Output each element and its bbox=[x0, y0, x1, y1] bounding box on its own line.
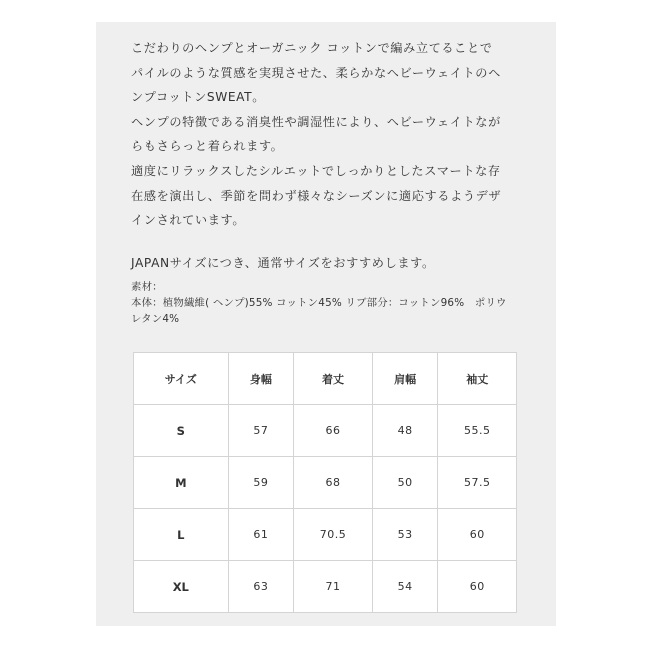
description-line: 適度にリラックスしたシルエットでしっかりとしたスマートな存 bbox=[131, 163, 501, 178]
table-cell: 50 bbox=[372, 457, 438, 509]
size-table bbox=[133, 352, 517, 613]
material-heading: 素材： bbox=[131, 280, 163, 293]
size-note: JAPANサイズにつき、通常サイズをおすすめします。 bbox=[131, 255, 435, 270]
description-line: らもさらっと着られます。 bbox=[131, 139, 284, 154]
table-cell: 54 bbox=[372, 561, 438, 613]
table-row bbox=[134, 509, 517, 561]
description-line: 在感を演出し、季節を問わず様々なシーズンに適応するようデザ bbox=[131, 188, 502, 203]
size-label: S bbox=[134, 405, 229, 457]
table-cell: 70.5 bbox=[294, 509, 373, 561]
table-cell: 57 bbox=[228, 405, 294, 457]
material-line: 本体：植物繊維( ヘンプ)55% コットン45% リブ部分：コットン96% ポリウ bbox=[131, 296, 507, 309]
table-cell: 60 bbox=[438, 561, 517, 613]
size-label: M bbox=[134, 457, 229, 509]
table-cell: 59 bbox=[228, 457, 294, 509]
table-cell: 57.5 bbox=[438, 457, 517, 509]
description-line: ンプコットンSWEAT。 bbox=[131, 90, 265, 105]
table-cell: 68 bbox=[294, 457, 373, 509]
size-label: L bbox=[134, 509, 229, 561]
size-label: XL bbox=[134, 561, 229, 613]
table-header-row bbox=[134, 353, 517, 405]
header-sleeve-length: 袖丈 bbox=[438, 353, 517, 405]
description-line: ヘンプの特徴である消臭性や調湿性により、ヘビーウェイトなが bbox=[131, 114, 501, 129]
table-row bbox=[134, 457, 517, 509]
table-cell: 53 bbox=[372, 509, 438, 561]
table-cell: 63 bbox=[228, 561, 294, 613]
product-description-panel bbox=[96, 22, 556, 626]
material-line: レタン4% bbox=[131, 312, 180, 325]
table-cell: 55.5 bbox=[438, 405, 517, 457]
table-cell: 66 bbox=[294, 405, 373, 457]
description-line: インされています。 bbox=[131, 213, 246, 228]
table-row bbox=[134, 405, 517, 457]
material-info bbox=[131, 279, 522, 327]
product-description bbox=[131, 36, 522, 233]
table-cell: 71 bbox=[294, 561, 373, 613]
table-cell: 48 bbox=[372, 405, 438, 457]
header-length: 着丈 bbox=[294, 353, 373, 405]
description-line: パイルのような質感を実現させた、柔らかなヘビーウェイトのヘ bbox=[131, 65, 501, 80]
header-shoulder-width: 肩幅 bbox=[372, 353, 438, 405]
table-cell: 60 bbox=[438, 509, 517, 561]
description-line: こだわりのヘンプとオーガニック コットンで編み立てることで bbox=[131, 41, 493, 55]
table-row bbox=[134, 561, 517, 613]
table-cell: 61 bbox=[228, 509, 294, 561]
header-body-width: 身幅 bbox=[228, 353, 294, 405]
header-size: サイズ bbox=[134, 353, 229, 405]
